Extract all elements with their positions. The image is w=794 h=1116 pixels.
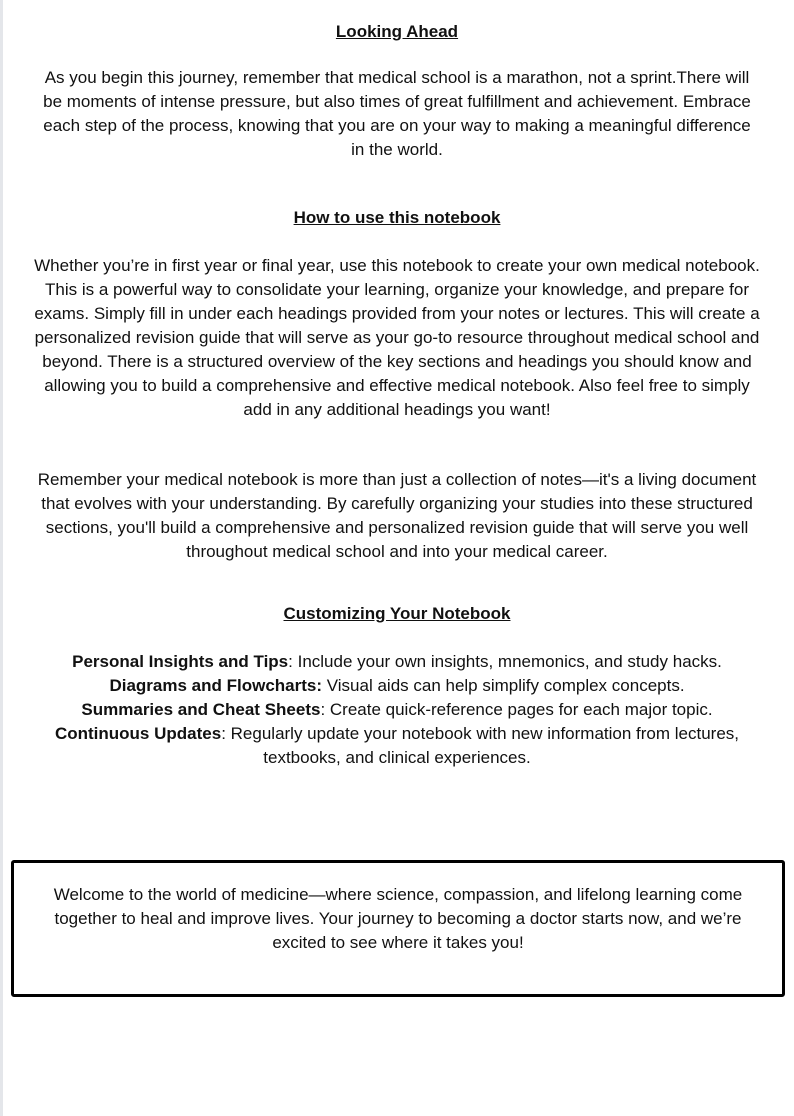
tip-sep: : — [221, 724, 226, 743]
tip-title: Continuous Updates — [54, 724, 222, 743]
customizing-tips-list — [10, 650, 784, 770]
tip-sep: : — [320, 700, 326, 719]
tip-text: Include your own insights, mnemonics, and study hacks. — [292, 652, 722, 671]
how-to-use-paragraph-2: Remember your medical notebook is more than just a collection of notes—it's a living document that evolves with your understanding. By carefully organizing your studies into these structured sections, you'll build a comprehensive and personalized revision guide that will serve you well throughout medical school and into your medical career. — [37, 470, 757, 561]
tip-title: Diagrams and Flowcharts: — [109, 676, 323, 695]
tip-item — [10, 650, 784, 674]
heading-customizing: Customizing Your Notebook — [283, 604, 511, 623]
tip-text: Visual aids can help simplify complex concepts. — [322, 676, 685, 695]
tip-sep: : — [288, 652, 293, 671]
looking-ahead-paragraph: As you begin this journey, remember that medical school is a marathon, not a sprint.There will be moments of intense pressure, but also times of great fulfillment and achievement. Embrace each step of the process, knowing that you are on your way to making a meaningful difference in the world. — [43, 68, 751, 159]
welcome-box — [11, 860, 785, 997]
heading-how-to-use: How to use this notebook — [293, 208, 501, 227]
tip-title: Summaries and Cheat Sheets — [81, 700, 321, 719]
page-edge — [0, 0, 3, 1116]
tip-item — [10, 698, 784, 722]
tip-item — [10, 674, 784, 698]
tip-text: Regularly update your notebook with new information from lectures, textbooks, and clinical experiences. — [225, 724, 740, 767]
tip-item — [10, 722, 784, 770]
welcome-text: Welcome to the world of medicine—where science, compassion, and lifelong learning come together to heal and improve lives. Your journey to becoming a doctor starts now, and we’re excited to see where it takes you! — [53, 885, 743, 952]
tip-text: Create quick-reference pages for each major topic. — [325, 700, 713, 719]
how-to-use-paragraph-1: Whether you’re in first year or final year, use this notebook to create your own medical notebook. This is a powerful way to consolidate your learning, organize your knowledge, and prepare for exams. Simply fill in under each headings provided from your notes or lectures. This will create a personalized revision guide that will serve as your go-to resource throughout medical school and beyond. There is a structured overview of the key sections and headings you should know and allowing you to build a comprehensive and effective medical notebook. Also feel free to simply add in any additional headings you want! — [34, 256, 760, 419]
tip-title: Personal Insights and Tips — [72, 652, 289, 671]
heading-looking-ahead: Looking Ahead — [335, 22, 459, 41]
